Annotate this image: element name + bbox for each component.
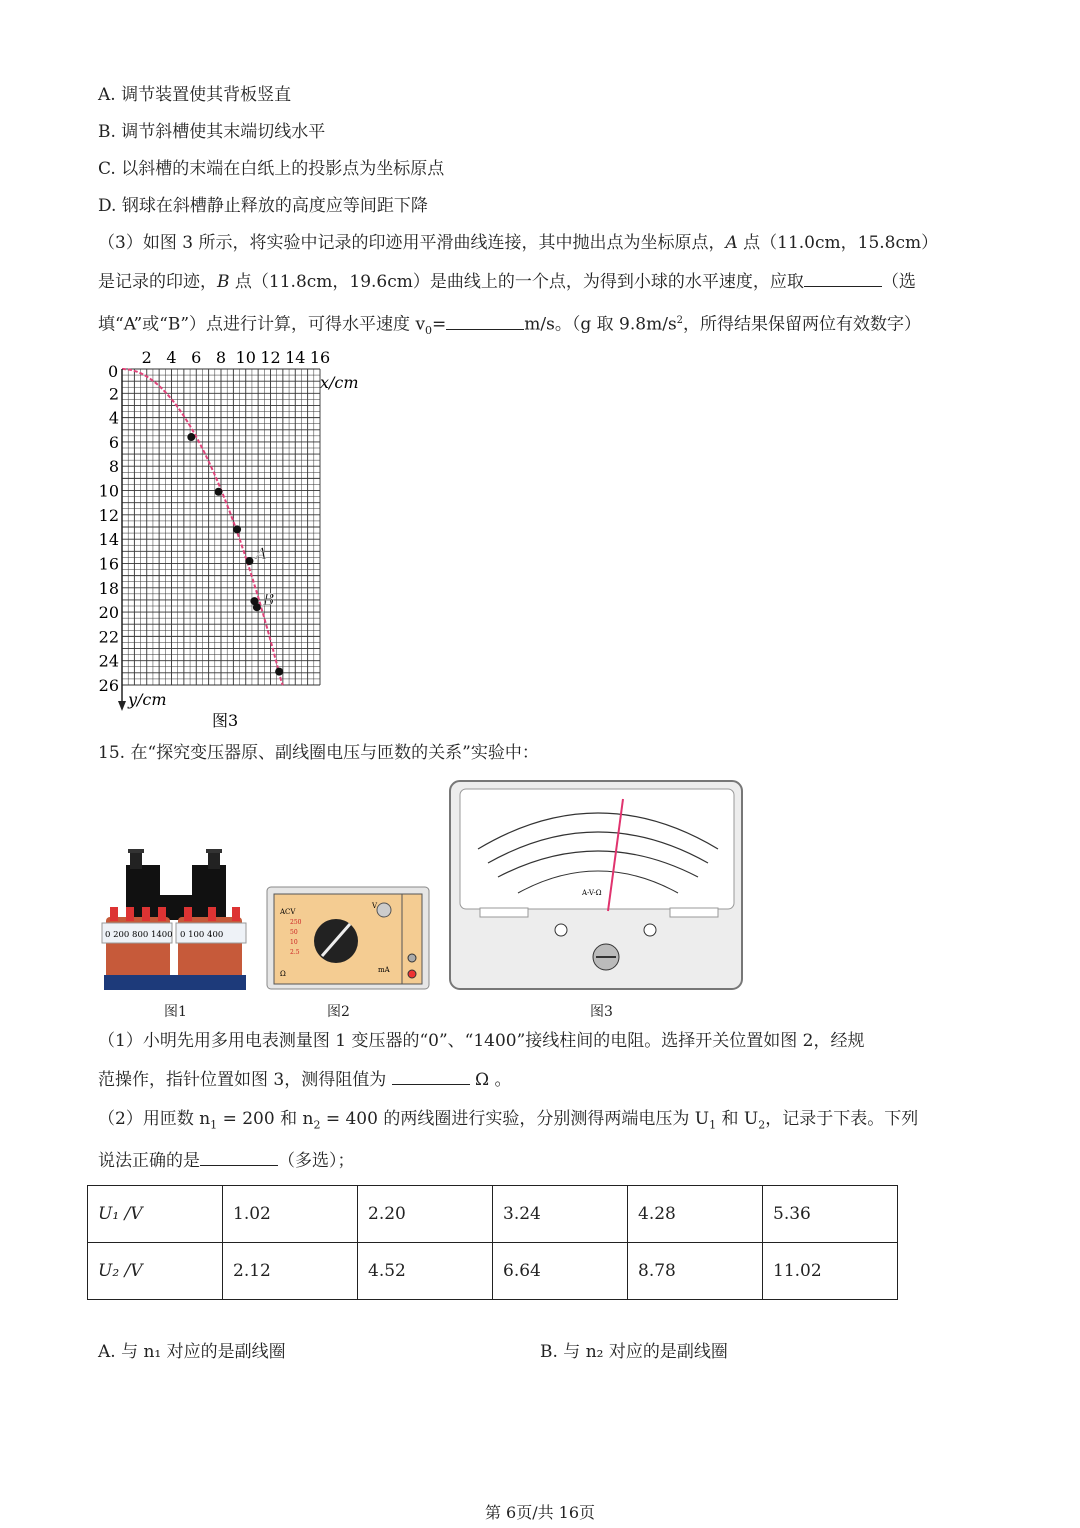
svg-text:10: 10 <box>290 939 298 946</box>
x-axis-label: x/cm <box>320 373 359 392</box>
table-cell: 5.36 <box>763 1186 898 1243</box>
x-tick-label: 12 <box>260 348 281 367</box>
option-c: C. 以斜槽的末端在白纸上的投影点为坐标原点 <box>98 159 445 179</box>
table-cell: 8.78 <box>628 1243 763 1300</box>
x-tick-label: 16 <box>309 348 331 367</box>
option-d: D. 钢球在斜槽静止释放的高度应等间距下降 <box>98 196 428 216</box>
data-point <box>245 557 253 565</box>
row-header-u2: U₂ /V <box>88 1243 223 1300</box>
y-tick-label: 16 <box>98 554 119 574</box>
point-label-b: B <box>262 590 275 610</box>
y-tick-label: 18 <box>98 578 119 598</box>
fig3-caption: 图3 <box>590 1004 613 1020</box>
y-tick-label: 6 <box>108 432 119 452</box>
q15-option-a: A. 与 n₁ 对应的是副线圈 <box>98 1342 286 1362</box>
svg-text:Ω: Ω <box>280 970 286 978</box>
svg-text:0 100 400: 0 100 400 <box>180 930 224 940</box>
table-row <box>88 1243 898 1300</box>
x-tick-label: 4 <box>166 348 177 367</box>
q15-part2-line1: （2）用匝数 $n_1 = 200$ 和 $n_2 = 400$ 的两线圈进行实验，分别测得两端电压为 $U_1$ 和 $U_2$，记录于下表。下列 <box>98 1109 919 1132</box>
y-tick-label: 4 <box>108 408 119 428</box>
x-tick-label: 10 <box>235 348 256 367</box>
answer-blank[interactable] <box>200 1147 278 1166</box>
table-cell: 4.52 <box>358 1243 493 1300</box>
svg-text:ACV: ACV <box>280 908 296 916</box>
svg-text:A-V-Ω: A-V-Ω <box>582 889 602 897</box>
y-tick-label: 14 <box>98 530 119 550</box>
meter-figure <box>448 779 744 993</box>
answer-blank[interactable] <box>446 311 524 330</box>
fig1-caption: 图1 <box>164 1004 187 1020</box>
row-header-u1: U₁ /V <box>88 1186 223 1243</box>
q15-part1-line2: 范操作，指针位置如图 3，测得阻值为 Ω 。 <box>98 1066 512 1092</box>
answer-blank[interactable] <box>392 1066 470 1085</box>
data-point <box>233 525 241 533</box>
y-tick-label: 8 <box>108 457 119 477</box>
point-label-a: A <box>255 544 268 564</box>
svg-text:0 200 800 1400: 0 200 800 1400 <box>105 930 173 940</box>
x-tick-label: 0 <box>108 362 119 381</box>
x-tick-label: 6 <box>191 348 202 367</box>
data-point <box>187 433 195 441</box>
table-cell: 11.02 <box>763 1243 898 1300</box>
trajectory-chart <box>90 345 390 740</box>
data-point <box>215 488 223 496</box>
table-cell: 6.64 <box>493 1243 628 1300</box>
y-tick-label: 10 <box>98 481 119 501</box>
svg-text:50: 50 <box>290 929 298 936</box>
svg-text:250: 250 <box>290 919 302 926</box>
x-tick-label: 14 <box>285 348 306 367</box>
q15-title: 15. 在“探究变压器原、副线圈电压与匝数的关系”实验中： <box>98 743 539 763</box>
y-tick-label: 24 <box>98 651 119 671</box>
option-b: B. 调节斜槽使其末端切线水平 <box>98 122 326 142</box>
y-tick-label: 2 <box>108 384 119 404</box>
y-tick-label: 20 <box>98 603 119 623</box>
q14-part3-line2: 是记录的印迹，B 点（11.8cm，19.6cm）是曲线上的一个点，为得到小球的水平速度，应取 （选 <box>98 268 916 294</box>
table-cell: 2.20 <box>358 1186 493 1243</box>
q15-part2-line2: 说法正确的是 （多选）； <box>98 1147 355 1173</box>
y-tick-label: 26 <box>98 676 119 695</box>
chart-caption: 图3 <box>212 711 239 730</box>
q14-part3-line1: （3）如图 3 所示，将实验中记录的印迹用平滑曲线连接，其中抛出点为坐标原点，A 点（11.0cm，15.8cm） <box>98 233 939 253</box>
page-footer: 第 6页/共 16页 <box>484 1503 596 1522</box>
svg-text:mA: mA <box>378 966 390 974</box>
table-row <box>88 1186 898 1243</box>
table-cell: 1.02 <box>223 1186 358 1243</box>
q15-part1-line1: （1）小明先用多用电表测量图 1 变压器的“0”、“1400”接线柱间的电阻。选择开关位置如图 2，经规 <box>98 1031 865 1051</box>
table-cell: 2.12 <box>223 1243 358 1300</box>
multimeter-figure <box>266 886 431 991</box>
y-axis-label: y/cm <box>128 690 167 709</box>
data-point <box>253 603 261 611</box>
y-tick-label: 12 <box>98 505 119 525</box>
svg-text:2.5: 2.5 <box>290 949 300 956</box>
y-tick-label: 22 <box>98 627 119 647</box>
q14-part3-line3: 填“A”或“B”）点进行计算，可得水平速度 $v_0= m/s$。（g 取 $9.8m/s^2$，所得结果保留两位有效数字） <box>98 309 921 343</box>
voltage-table <box>87 1185 898 1300</box>
answer-blank[interactable] <box>804 268 882 287</box>
svg-text:V: V <box>372 902 378 910</box>
table-cell: 3.24 <box>493 1186 628 1243</box>
q15-option-b: B. 与 n₂ 对应的是副线圈 <box>540 1342 728 1362</box>
fig2-caption: 图2 <box>327 1004 350 1020</box>
grid <box>122 369 320 685</box>
transformer-figure <box>100 845 250 995</box>
x-tick-label: 8 <box>215 348 227 367</box>
data-point <box>275 668 283 676</box>
table-cell: 4.28 <box>628 1186 763 1243</box>
option-a: A. 调节装置使其背板竖直 <box>98 85 292 105</box>
y-axis-arrow <box>118 701 126 711</box>
x-tick-label: 2 <box>141 348 152 367</box>
